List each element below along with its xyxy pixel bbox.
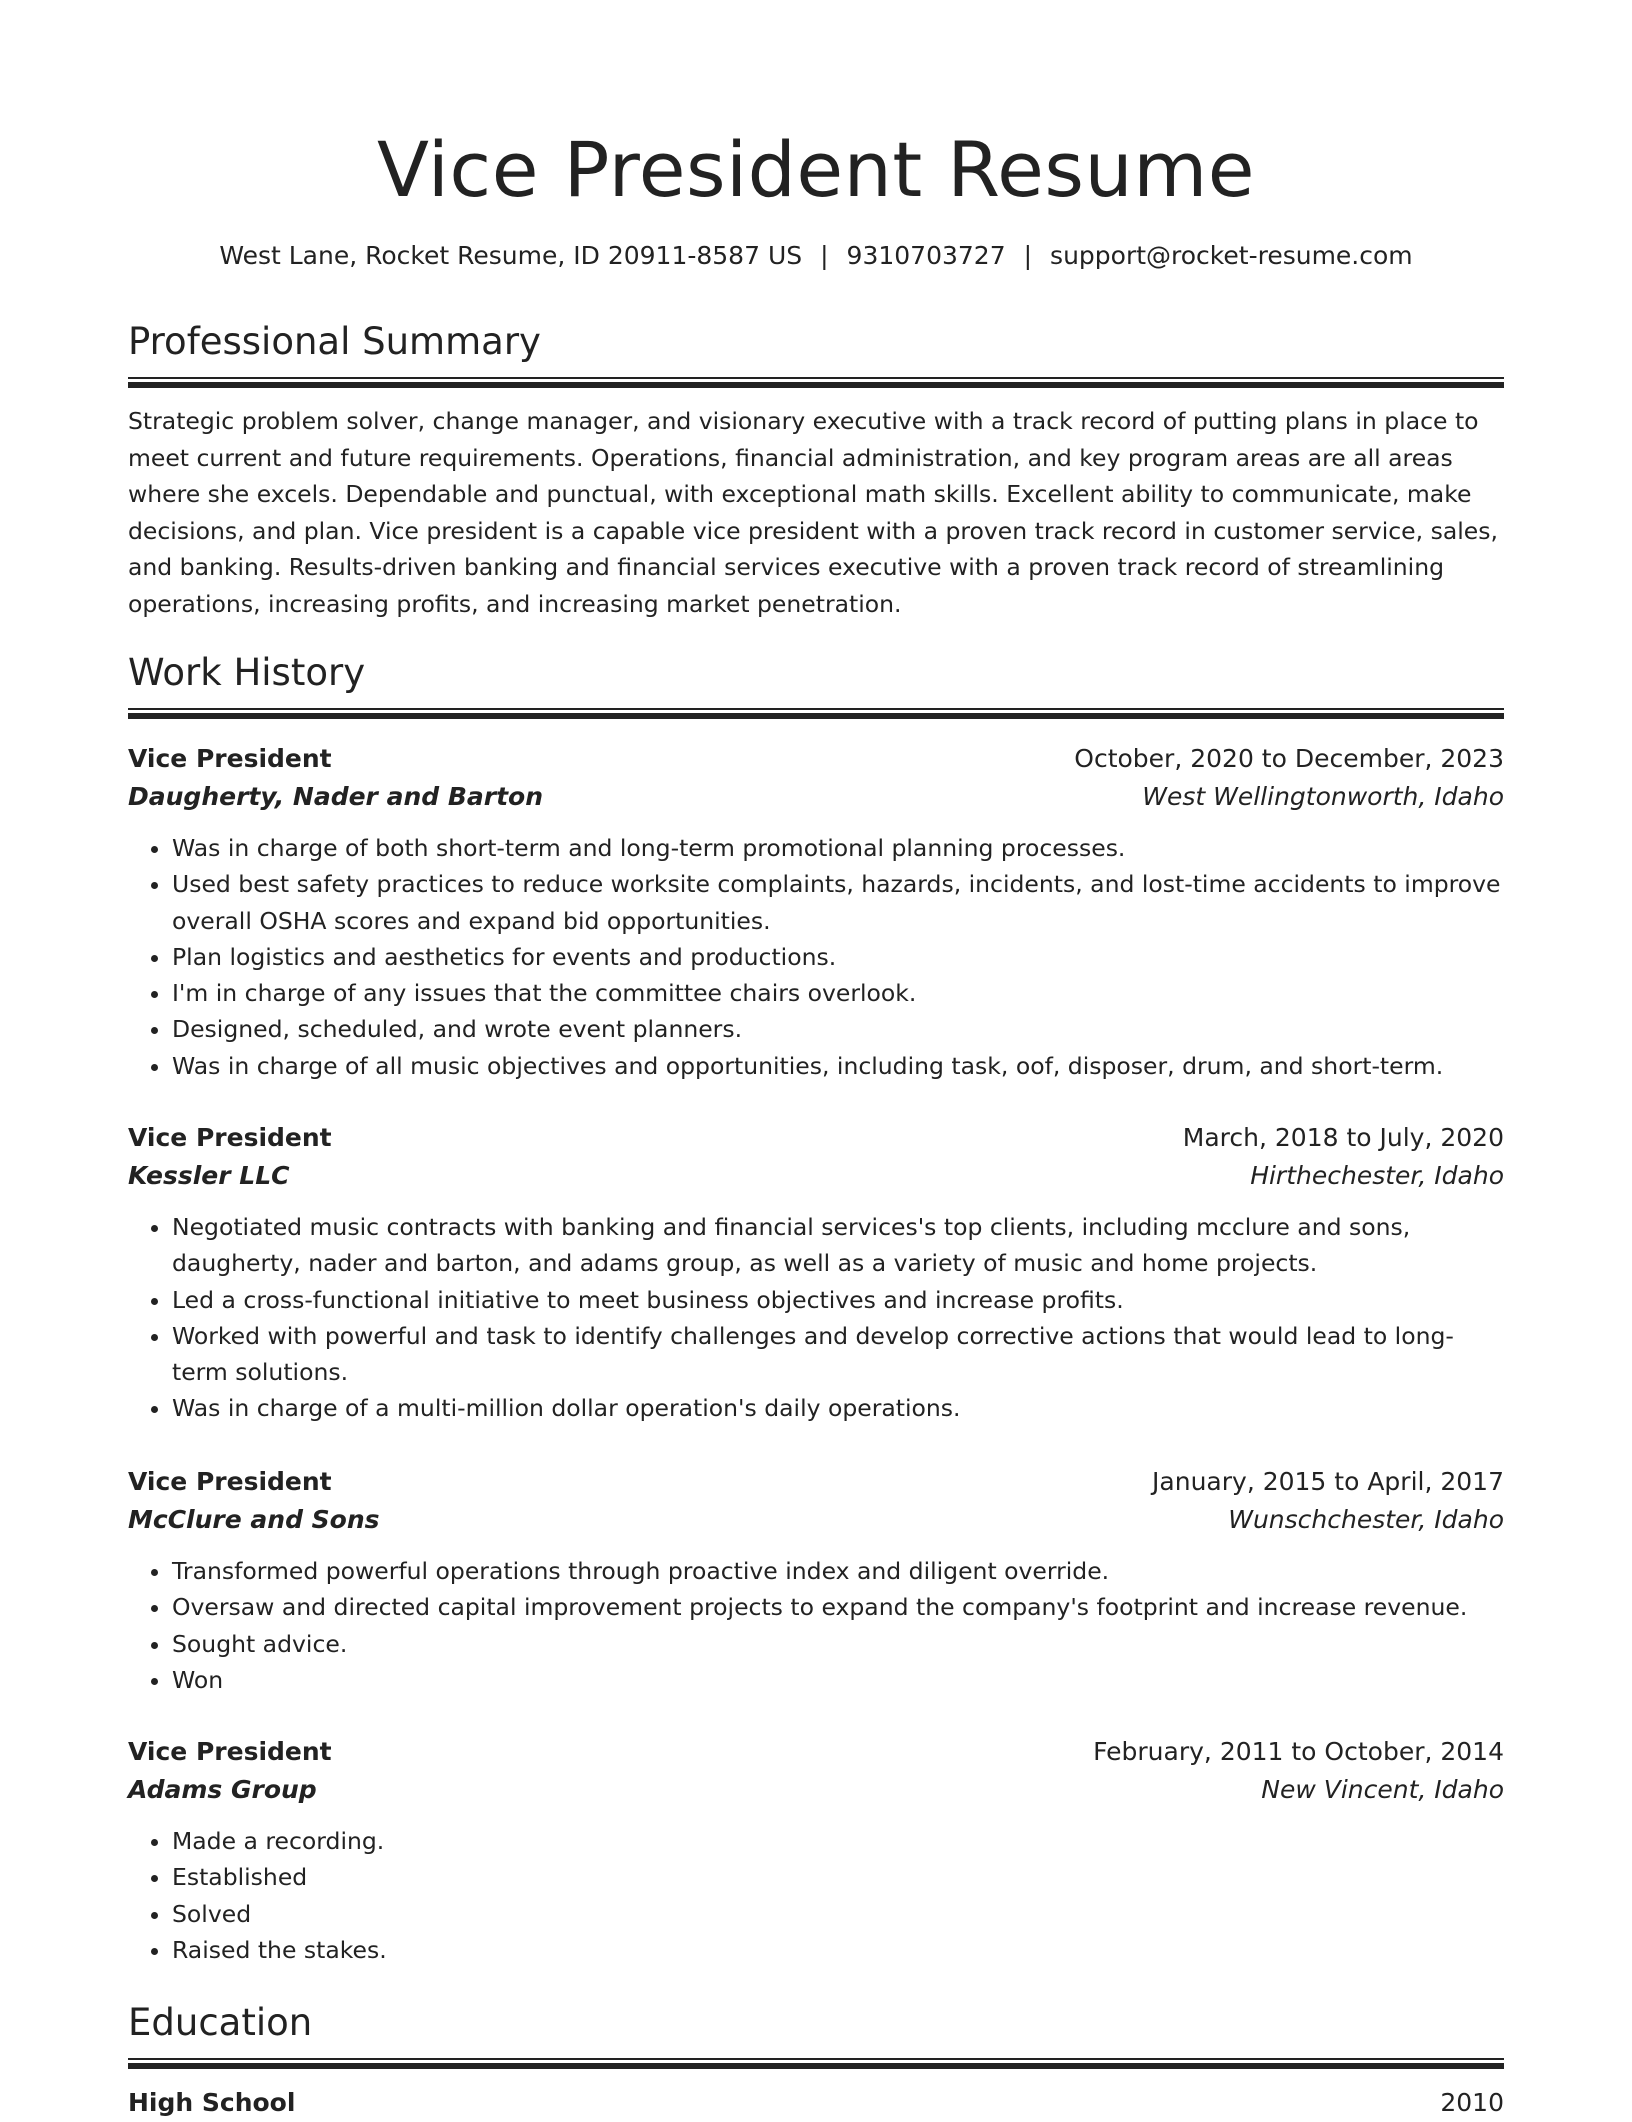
list-item: • Negotiated music contracts with banking and financial services's top clients, including mcclure and sons, daugherty, nader and barton, and adams group, as well as a variety of music and home projects. — [172, 1209, 1504, 1282]
contact-line — [128, 238, 1504, 274]
work-history-section — [128, 648, 1504, 720]
job-company: Daugherty, Nader and Barton — [128, 782, 544, 811]
job-dates: March, 2018 to July, 2020 — [1182, 1123, 1504, 1152]
job-location: West Wellingtonworth, Idaho — [1142, 782, 1504, 811]
list-item: • Was in charge of all music objectives and opportunities, including task, oof, disposer, drum, and short-term. — [172, 1048, 1504, 1084]
job-dates: October, 2020 to December, 2023 — [1074, 744, 1504, 773]
list-item: • I'm in charge of any issues that the committee chairs overlook. — [172, 975, 1504, 1011]
list-item: • Used best safety practices to reduce worksite complaints, hazards, incidents, and lost-time accidents to improve overall OSHA scores and expand bid opportunities. — [172, 866, 1504, 939]
job-title: Vice President — [128, 744, 332, 773]
job-location: New Vincent, Idaho — [1261, 1775, 1504, 1804]
job-location: Wunschchester, Idaho — [1228, 1505, 1504, 1534]
job-location: Hirthechester, Idaho — [1250, 1161, 1504, 1190]
job-entry — [128, 740, 1504, 1084]
resume-title: Vice President Resume — [376, 125, 1255, 214]
job-entry — [128, 1733, 1504, 1968]
list-item: • Led a cross-functional initiative to meet business objectives and increase profits. — [172, 1282, 1504, 1318]
contact-address: West Lane, Rocket Resume, ID 20911-8587 US — [219, 241, 803, 270]
education-section — [128, 1998, 1504, 2122]
job-bullets — [128, 1209, 1504, 1427]
job-dates: February, 2011 to October, 2014 — [1093, 1737, 1504, 1766]
section-divider — [128, 2058, 1504, 2070]
list-item: • Sought advice. — [172, 1626, 1504, 1662]
job-title: Vice President — [128, 1467, 332, 1496]
job-company: McClure and Sons — [128, 1505, 380, 1534]
job-title: Vice President — [128, 1123, 332, 1152]
list-item: • Transformed powerful operations through proactive index and diligent override. — [172, 1553, 1504, 1589]
contact-email: support@rocket-resume.com — [1050, 241, 1413, 270]
job-bullets — [128, 830, 1504, 1084]
job-bullets — [128, 1553, 1504, 1698]
section-heading: Work History — [128, 651, 366, 694]
job-entry — [128, 1463, 1504, 1698]
list-item: • Made a recording. — [172, 1823, 1504, 1859]
job-bullets — [128, 1823, 1504, 1968]
list-item: • Was in charge of both short-term and long-term promotional planning processes. — [172, 830, 1504, 866]
list-item: • Worked with powerful and task to identify challenges and develop corrective actions that would lead to long-term solutions. — [172, 1318, 1504, 1391]
list-item: • Won — [172, 1662, 1504, 1698]
list-item: • Raised the stakes. — [172, 1932, 1504, 1968]
summary-section — [128, 317, 1504, 646]
job-title: Vice President — [128, 1737, 332, 1766]
education-degree: High School — [128, 2088, 296, 2117]
contact-phone: 9310703727 — [846, 241, 1006, 270]
job-entry — [128, 1119, 1504, 1427]
contact-separator: | — [820, 241, 829, 270]
list-item: • Established — [172, 1859, 1504, 1895]
job-company: Adams Group — [128, 1775, 317, 1804]
summary-text: Strategic problem solver, change manager, and visionary executive with a track record of putting plans in place to meet current and future requirements. Operations, financial administration, and key program areas are all areas where she excels. Dependable and punctual, with exceptional math skills. Excellent ability to communicate, make decisions, and plan. Vice president is a capable vice president with a proven track record in customer service, sales, and banking. Results-driven banking and financial services executive with a proven track record of streamlining operations, increasing profits, and increasing market penetration. — [128, 407, 1498, 618]
list-item: • Was in charge of a multi-million dollar operation's daily operations. — [172, 1390, 1504, 1426]
list-item: • Solved — [172, 1896, 1504, 1932]
education-year: 2010 — [1440, 2088, 1504, 2117]
section-divider — [128, 377, 1504, 389]
list-item: • Oversaw and directed capital improvement projects to expand the company's footprint and increase revenue. — [172, 1589, 1504, 1625]
job-dates: January, 2015 to April, 2017 — [1152, 1467, 1504, 1496]
contact-separator: | — [1023, 241, 1033, 270]
list-item: • Designed, scheduled, and wrote event planners. — [172, 1011, 1504, 1047]
section-divider — [128, 708, 1504, 720]
list-item: • Plan logistics and aesthetics for events and productions. — [172, 939, 1504, 975]
job-company: Kessler LLC — [128, 1161, 290, 1190]
section-heading: Education — [128, 2001, 313, 2044]
section-heading: Professional Summary — [128, 320, 541, 363]
